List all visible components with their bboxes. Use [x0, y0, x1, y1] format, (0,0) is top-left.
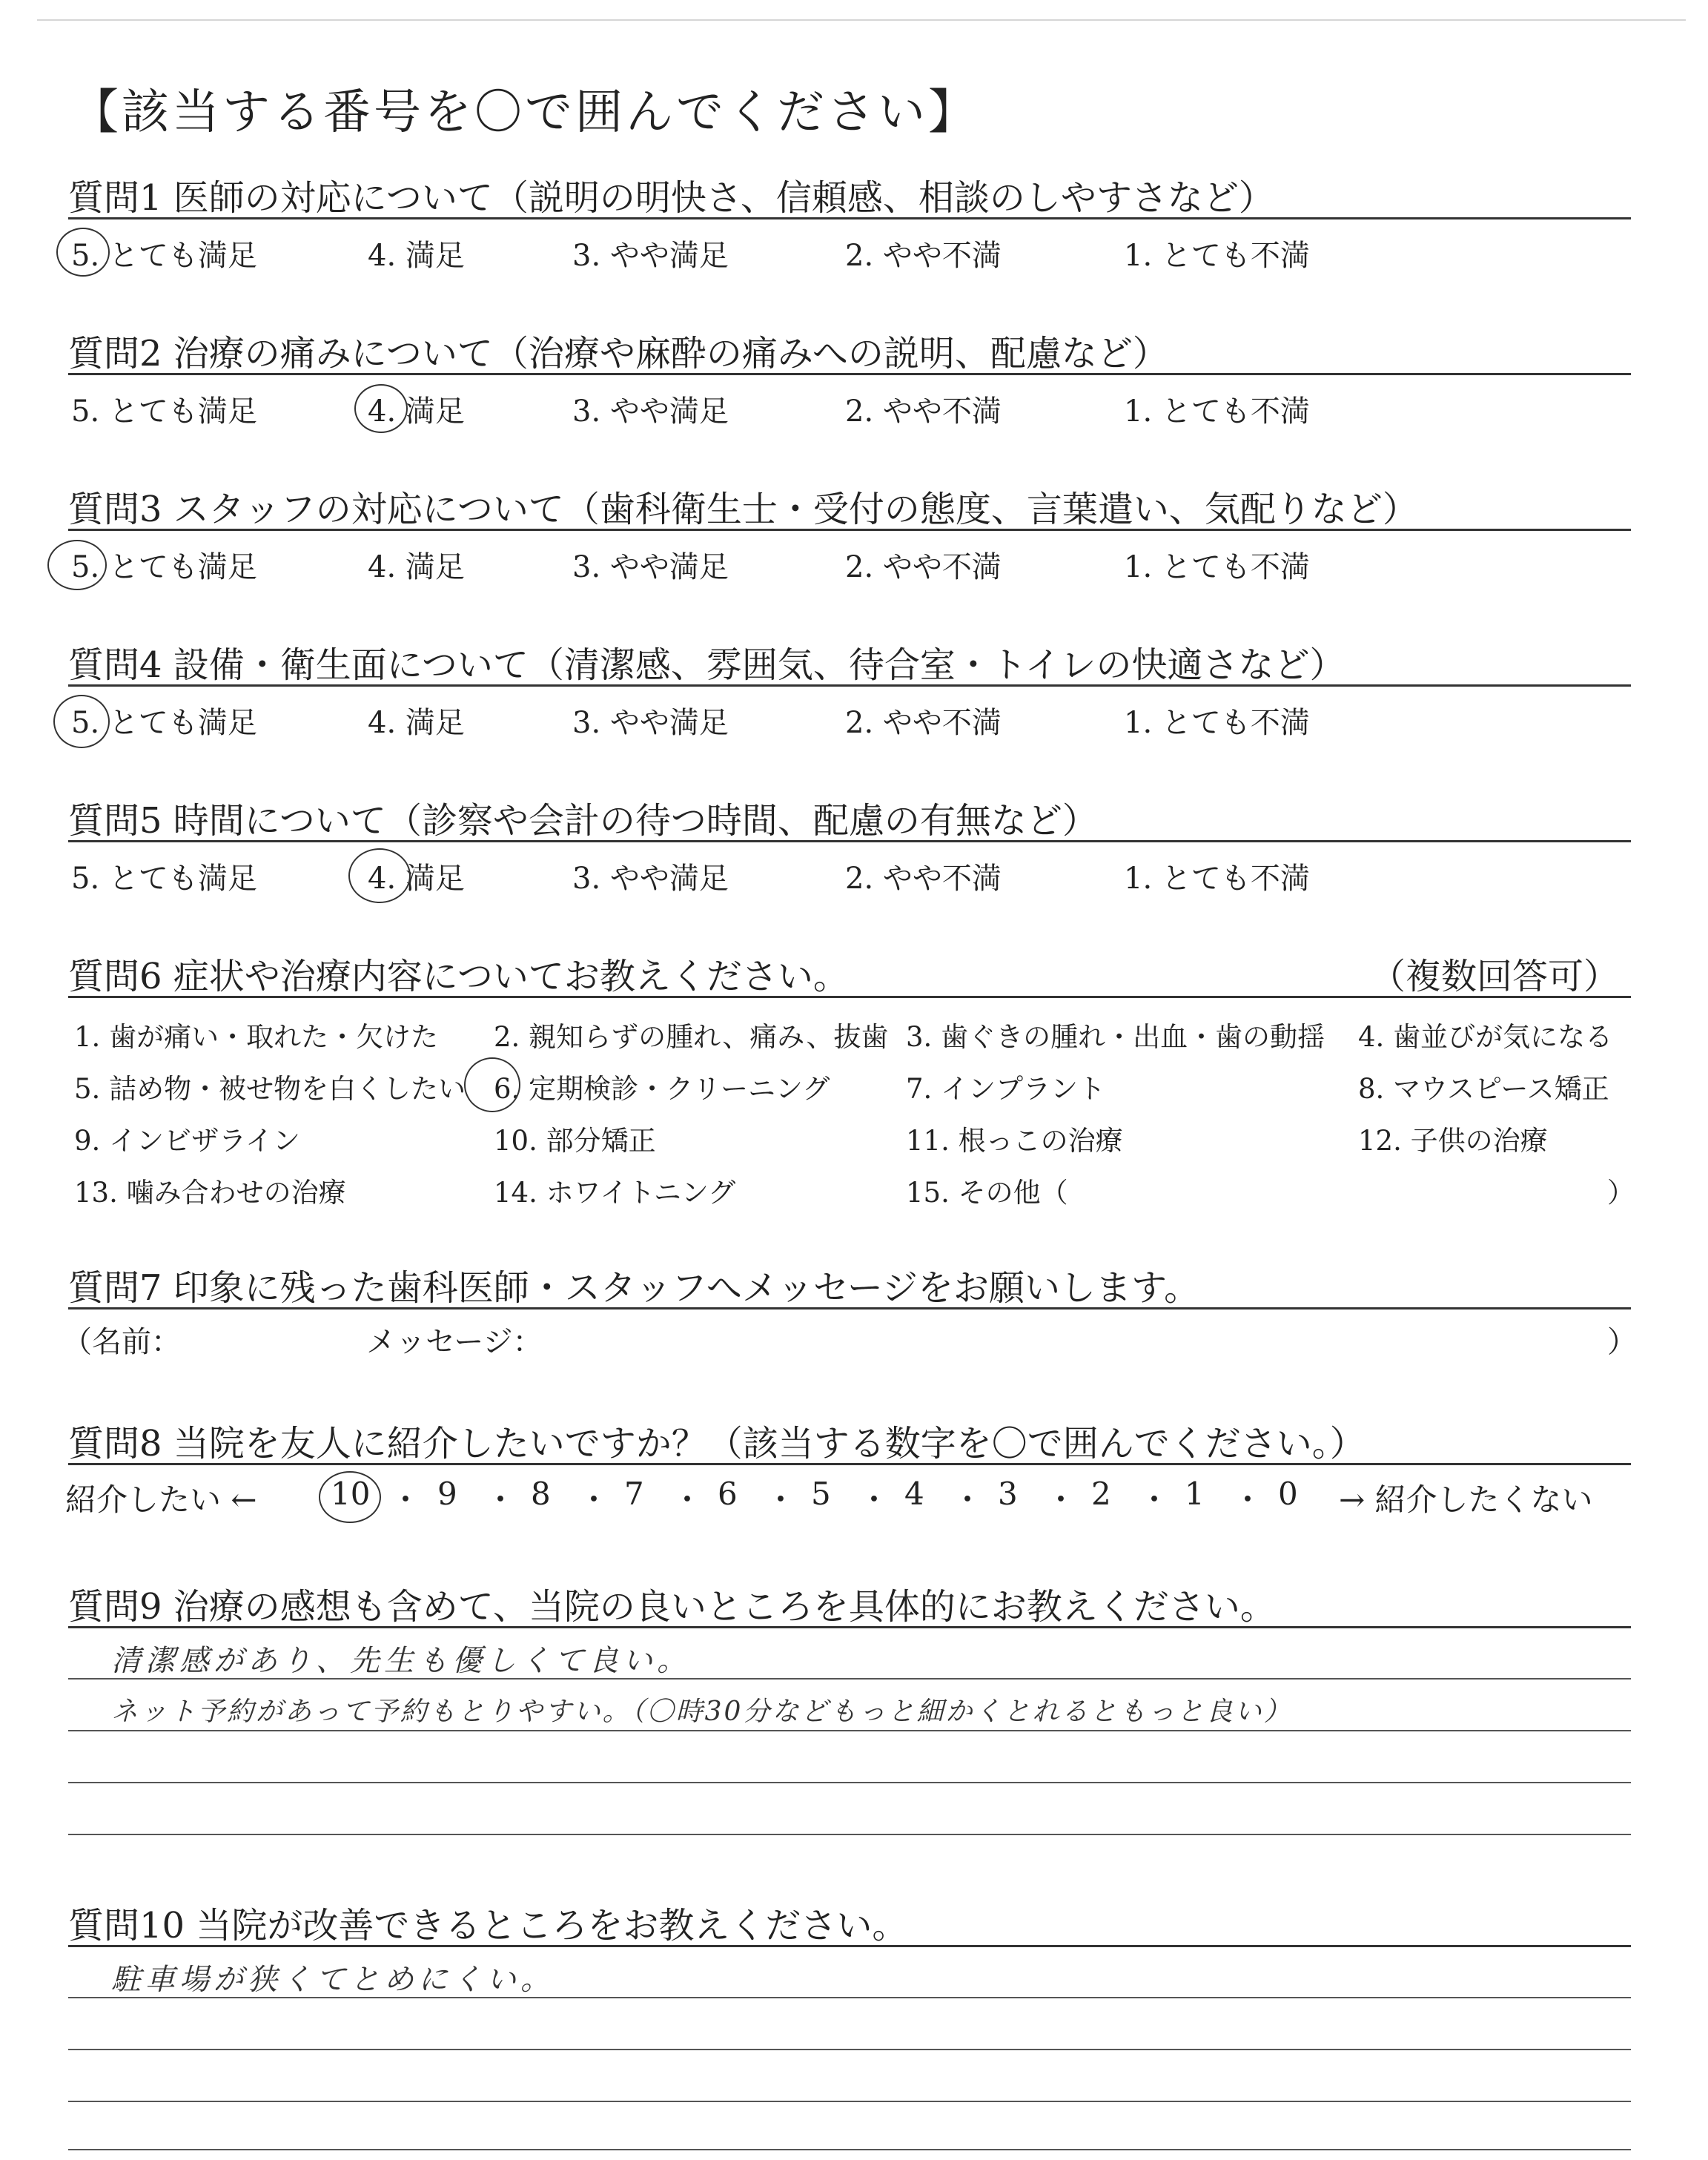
question-7-label: 質問7 印象に残った歯科医師・スタッフへメッセージをお願いします。 [68, 1267, 1200, 1309]
question-9-label: 質問9 治療の感想も含めて、当院の良いところを具体的にお教えください。 [68, 1586, 1276, 1628]
q3-option-4[interactable]: 4. 満足 [368, 550, 465, 584]
question-6-rule [68, 996, 1631, 998]
question-9-rule [68, 1626, 1631, 1628]
q10-line-1 [68, 1997, 1631, 1998]
q8-scale-2[interactable]: 2 [1091, 1476, 1111, 1512]
q6-option-3[interactable]: 3. 歯ぐきの腫れ・出血・歯の動揺 [906, 1021, 1325, 1053]
question-6-note: （複数回答可） [1370, 956, 1620, 997]
q10-line-4 [68, 2149, 1631, 2150]
q6-option-11[interactable]: 11. 根っこの治療 [906, 1125, 1123, 1157]
q8-separator: ・ [1045, 1482, 1077, 1518]
q2-option-5[interactable]: 5. とても満足 [71, 394, 257, 429]
question-4-label: 質問4 設備・衛生面について（清潔感、雰囲気、待合室・トイレの快適さなど） [68, 644, 1345, 686]
q4-option-3[interactable]: 3. やや満足 [572, 706, 729, 740]
question-5-rule [68, 840, 1631, 842]
q4-selection-circle [53, 695, 110, 748]
q9-line-1 [68, 1678, 1631, 1680]
q8-separator: ・ [672, 1482, 704, 1518]
question-10-label: 質問10 当院が改善できるところをお教えください。 [68, 1905, 908, 1946]
q6-option-13[interactable]: 13. 噛み合わせの治療 [74, 1177, 346, 1209]
q8-separator: ・ [765, 1482, 797, 1518]
question-2-label: 質問2 治療の痛みについて（治療や麻酔の痛みへの説明、配慮など） [68, 333, 1168, 374]
q1-option-5[interactable]: 5. とても満足 [71, 239, 257, 273]
q7-name-label: （名前： [62, 1325, 181, 1359]
q7-message-label: メッセージ： [366, 1325, 543, 1359]
q5-option-2[interactable]: 2. やや不満 [845, 862, 1002, 896]
q8-selection-circle [319, 1471, 381, 1523]
question-3-label: 質問3 スタッフの対応について（歯科衛生士・受付の態度、言葉遣い、気配りなど） [68, 489, 1418, 530]
q4-option-1[interactable]: 1. とても不満 [1124, 706, 1310, 740]
q4-option-5[interactable]: 5. とても満足 [71, 706, 257, 740]
q8-separator: ・ [578, 1482, 610, 1518]
q8-scale-7[interactable]: 7 [624, 1476, 644, 1512]
q3-option-3[interactable]: 3. やや満足 [572, 550, 729, 584]
q3-selection-circle [47, 540, 107, 590]
q1-option-3[interactable]: 3. やや満足 [572, 239, 729, 273]
q1-option-2[interactable]: 2. やや不満 [845, 239, 1002, 273]
q5-option-4[interactable]: 4. 満足 [368, 862, 465, 896]
q10-line-2 [68, 2049, 1631, 2050]
q4-option-4[interactable]: 4. 満足 [368, 706, 465, 740]
question-4-rule [68, 684, 1631, 687]
q9-answer-line-2: ネット予約があって予約もとりやすい。（〇時30分などもっと細かくとれるともっと良い） [111, 1697, 1293, 1727]
q5-option-1[interactable]: 1. とても不満 [1124, 862, 1310, 896]
q5-selection-circle [348, 848, 411, 903]
question-1-label: 質問1 医師の対応について（説明の明快さ、信頼感、相談のしやすさなど） [68, 177, 1274, 219]
q1-option-1[interactable]: 1. とても不満 [1124, 239, 1310, 273]
q6-selection-circle [464, 1057, 520, 1112]
q7-close-paren: ） [1607, 1325, 1637, 1359]
q8-scale-3[interactable]: 3 [998, 1476, 1018, 1512]
q3-option-1[interactable]: 1. とても不満 [1124, 550, 1310, 584]
q6-option-12[interactable]: 12. 子供の治療 [1358, 1125, 1548, 1157]
q9-line-2 [68, 1730, 1631, 1731]
q6-option-4[interactable]: 4. 歯並びが気になる [1358, 1021, 1613, 1053]
question-8-rule [68, 1463, 1631, 1465]
q9-line-4 [68, 1834, 1631, 1835]
q8-right-label: → 紹介したくない [1339, 1482, 1593, 1518]
question-8-label: 質問8 当院を友人に紹介したいですか？（該当する数字を〇で囲んでください。） [68, 1423, 1366, 1464]
q8-scale-5[interactable]: 5 [811, 1476, 831, 1512]
question-2-rule [68, 373, 1631, 375]
q9-line-3 [68, 1782, 1631, 1783]
q3-option-2[interactable]: 2. やや不満 [845, 550, 1002, 584]
q8-separator: ・ [390, 1482, 422, 1518]
q6-option-15[interactable]: 15. その他（ [906, 1177, 1068, 1209]
q6-option-8[interactable]: 8. マウスピース矯正 [1358, 1073, 1609, 1105]
q2-option-1[interactable]: 1. とても不満 [1124, 394, 1310, 429]
q6-option-1[interactable]: 1. 歯が痛い・取れた・欠けた [74, 1021, 439, 1053]
q6-option-10[interactable]: 10. 部分矯正 [494, 1125, 656, 1157]
q6-option-14[interactable]: 14. ホワイトニング [494, 1177, 736, 1209]
q6-option-7[interactable]: 7. インプラント [906, 1073, 1106, 1105]
question-6-label: 質問6 症状や治療内容についてお教えください。 [68, 956, 849, 997]
q8-scale-4[interactable]: 4 [904, 1476, 924, 1512]
q1-selection-circle [56, 228, 110, 277]
q8-scale-1[interactable]: 1 [1185, 1476, 1205, 1512]
q2-option-3[interactable]: 3. やや満足 [572, 394, 729, 429]
q8-scale-6[interactable]: 6 [718, 1476, 738, 1512]
q8-scale-0[interactable]: 0 [1278, 1476, 1298, 1512]
q10-answer-line-1: 駐車場が狭くてとめにくい。 [111, 1963, 555, 1997]
q10-line-3 [68, 2101, 1631, 2102]
q5-option-3[interactable]: 3. やや満足 [572, 862, 729, 896]
q5-option-5[interactable]: 5. とても満足 [71, 862, 257, 896]
q2-option-2[interactable]: 2. やや不満 [845, 394, 1002, 429]
question-10-rule [68, 1945, 1631, 1947]
q8-separator: ・ [485, 1482, 517, 1518]
q6-option-2[interactable]: 2. 親知らずの腫れ、痛み、抜歯 [494, 1021, 889, 1053]
page-title: 【該当する番号を〇で囲んでください】 [71, 85, 979, 140]
q6-option-5[interactable]: 5. 詰め物・被せ物を白くしたい [74, 1073, 466, 1105]
q8-separator: ・ [1139, 1482, 1171, 1518]
q9-answer-line-1: 清潔感があり、先生も優しくて良い。 [111, 1644, 691, 1678]
q4-option-2[interactable]: 2. やや不満 [845, 706, 1002, 740]
q6-other-close-paren: ） [1607, 1177, 1635, 1209]
q3-option-5[interactable]: 5. とても満足 [71, 550, 257, 584]
question-7-rule [68, 1307, 1631, 1309]
question-5-label: 質問5 時間について（診察や会計の待つ時間、配慮の有無など） [68, 800, 1098, 842]
q6-option-9[interactable]: 9. インビザライン [74, 1125, 300, 1157]
q8-separator: ・ [858, 1482, 890, 1518]
q8-scale-8[interactable]: 8 [531, 1476, 551, 1512]
q8-scale-10[interactable]: 10 [331, 1476, 371, 1512]
question-1-rule [68, 217, 1631, 219]
q2-selection-circle [354, 384, 408, 433]
q1-option-4[interactable]: 4. 満足 [368, 239, 465, 273]
q6-option-6[interactable]: 6. 定期検診・クリーニング [494, 1073, 830, 1105]
q8-separator: ・ [952, 1482, 984, 1518]
question-3-rule [68, 529, 1631, 531]
q2-option-4[interactable]: 4. 満足 [368, 394, 465, 429]
q8-left-label: 紹介したい ← [65, 1482, 257, 1518]
top-border-line [37, 19, 1686, 21]
q8-separator: ・ [1232, 1482, 1264, 1518]
q8-scale-9[interactable]: 9 [437, 1476, 457, 1512]
